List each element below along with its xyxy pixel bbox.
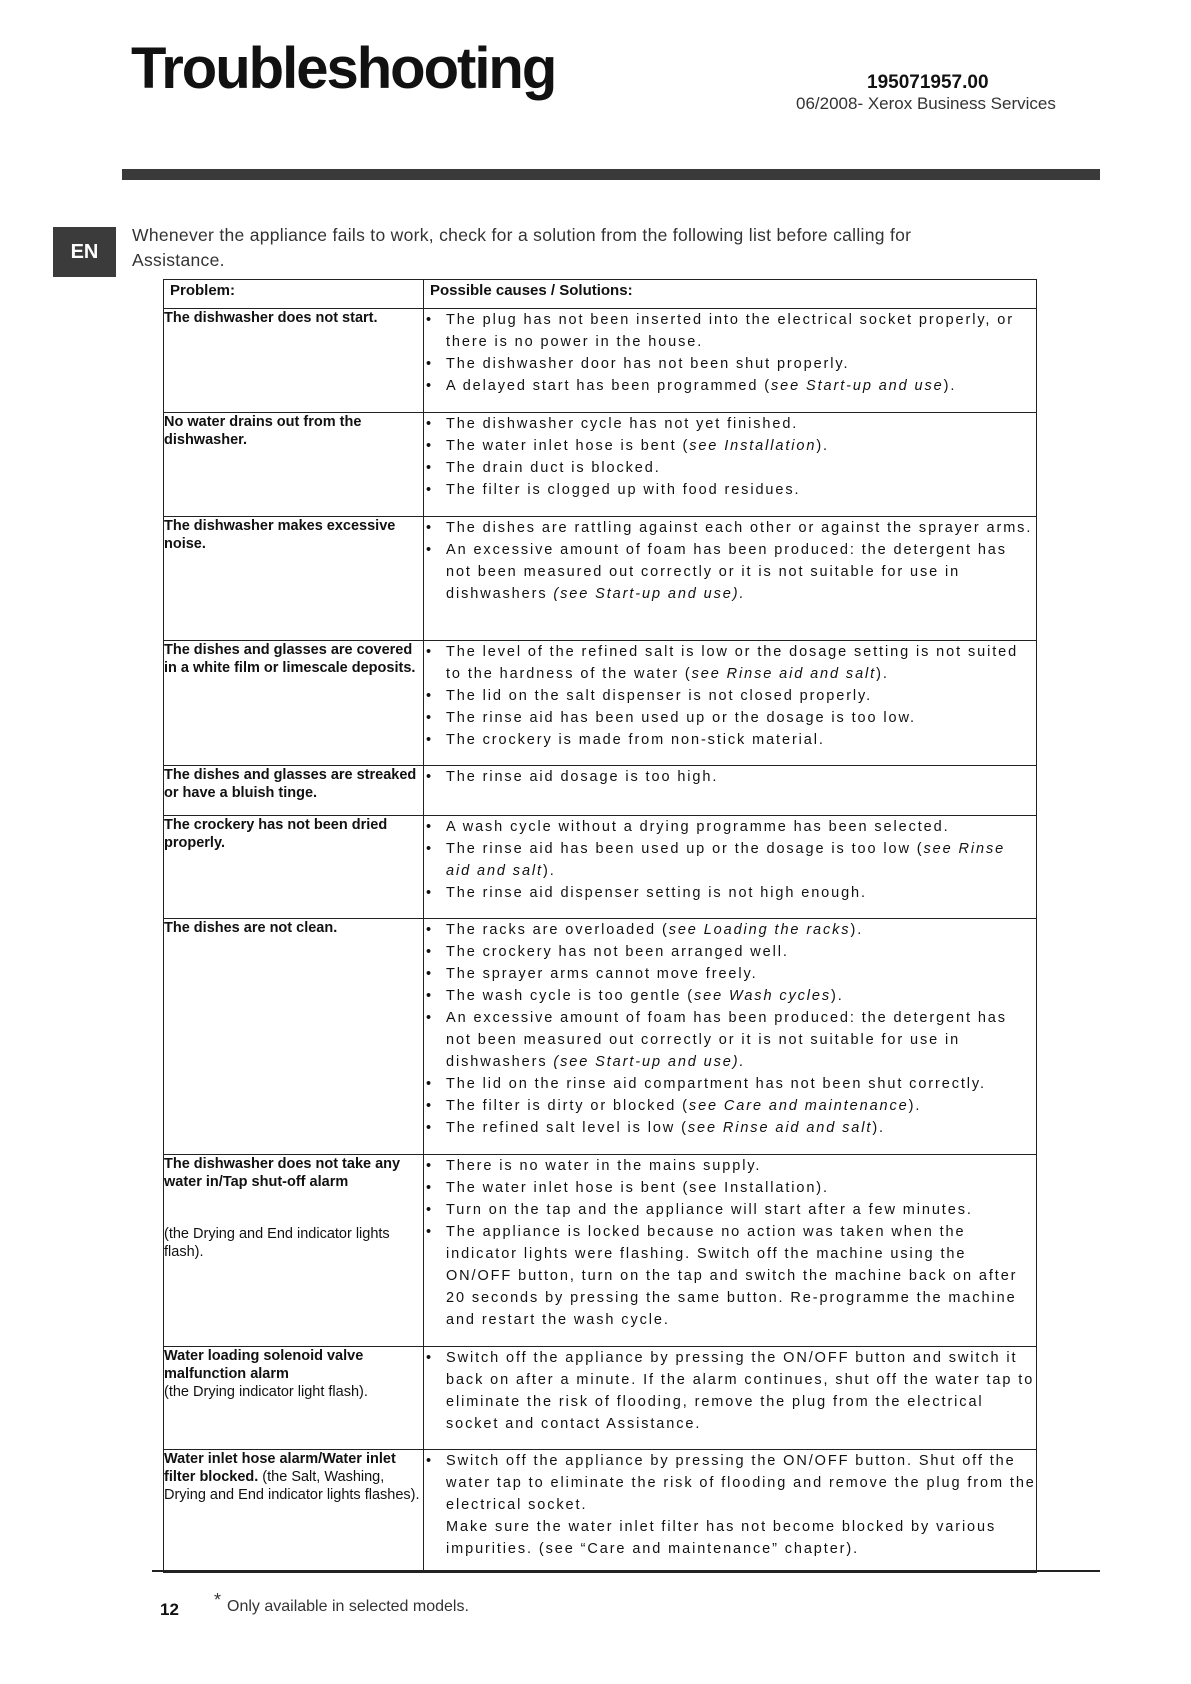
solutions-cell [424, 816, 1037, 919]
solution-item: • A wash cycle without a drying programme has been selected. [424, 816, 1036, 838]
solution-item: • The refined salt level is low (see Rinse aid and salt). [424, 1117, 1036, 1139]
solution-item: • The dishes are rattling against each other or against the sprayer arms. [424, 517, 1036, 539]
problem-cell: The crockery has not been dried properly. [164, 816, 424, 919]
solutions-cell [424, 413, 1037, 517]
table-row [164, 919, 1037, 1155]
solutions-cell [424, 641, 1037, 766]
table-row [164, 517, 1037, 641]
solution-item: • The lid on the rinse aid compartment has not been shut correctly. [424, 1073, 1036, 1095]
troubleshooting-table [163, 279, 1037, 1573]
problem-cell: Water inlet hose alarm/Water inlet filter blocked. (the Salt, Washing, Drying and End indicator lights flashes). [164, 1450, 424, 1573]
solution-item: • The crockery has not been arranged well. [424, 941, 1036, 963]
footer-divider [152, 1570, 1100, 1572]
table-header-row [164, 280, 1037, 309]
solution-item: • The sprayer arms cannot move freely. [424, 963, 1036, 985]
problem-cell: The dishes and glasses are streaked or have a bluish tinge. [164, 766, 424, 816]
solution-item: • There is no water in the mains supply. [424, 1155, 1036, 1177]
solution-item: • Switch off the appliance by pressing the ON/OFF button. Shut off the water tap to eliminate the risk of flooding and remove the plug from the electrical socket. [424, 1450, 1036, 1516]
solution-item: • The rinse aid has been used up or the dosage is too low (see Rinse aid and salt). [424, 838, 1036, 882]
solutions-cell [424, 309, 1037, 413]
problem-note: (the Salt, Washing, Drying and End indicator lights flashes). [164, 1469, 420, 1503]
problem-note: (the Drying indicator light flash). [164, 1384, 368, 1400]
table-row [164, 1347, 1037, 1450]
solution-item: • The wash cycle is too gentle (see Wash cycles). [424, 985, 1036, 1007]
solution-item: • The filter is clogged up with food residues. [424, 479, 1036, 501]
solution-item: • The plug has not been inserted into the electrical socket properly, or there is no power in the house. [424, 309, 1036, 353]
table-row [164, 1450, 1037, 1573]
language-tab: EN [53, 227, 116, 277]
solution-item: • The water inlet hose is bent (see Installation). [424, 1177, 1036, 1199]
table-row [164, 766, 1037, 816]
page-number: 12 [160, 1600, 179, 1619]
solution-item: • An excessive amount of foam has been produced: the detergent has not been measured out correctly or it is not suitable for use in dishwashers (see Start-up and use). [424, 1007, 1036, 1073]
solution-item: • The racks are overloaded (see Loading the racks). [424, 919, 1036, 941]
solution-item: • The dishwasher cycle has not yet finished. [424, 413, 1036, 435]
solution-item: • An excessive amount of foam has been produced: the detergent has not been measured out correctly or it is not suitable for use in dishwashers (see Start-up and use). [424, 539, 1036, 605]
solution-item: • The appliance is locked because no action was taken when the indicator lights were flashing. Switch off the machine using the ON/OFF button, turn on the tap and switch the machine back on after 20 seconds by pressing the same button. Re-programme the machine and restart the wash cycle. [424, 1221, 1036, 1331]
intro-paragraph: Whenever the appliance fails to work, check for a solution from the following list before calling for Assistance. [132, 225, 912, 270]
solution-item: • Switch off the appliance by pressing the ON/OFF button and switch it back on after a minute. If the alarm continues, shut off the water tap to eliminate the risk of flooding, remove the plug from the electrical socket and contact Assistance. [424, 1347, 1036, 1435]
problem-cell: Water loading solenoid valve malfunction alarm (the Drying indicator light flash). [164, 1347, 424, 1450]
footnote-asterisk: * [214, 1590, 222, 1610]
solutions-cell [424, 1450, 1037, 1573]
problem-cell: The dishes and glasses are covered in a white film or limescale deposits. [164, 641, 424, 766]
problem-column-header: Problem: [164, 280, 424, 309]
page-title: Troubleshooting [131, 36, 556, 101]
document-date: 06/2008- Xerox Business Services [796, 94, 1056, 113]
solution-item: • The drain duct is blocked. [424, 457, 1036, 479]
solution-item: • The rinse aid dosage is too high. [424, 766, 1036, 788]
solution-item: • Turn on the tap and the appliance will start after a few minutes. [424, 1199, 1036, 1221]
solutions-cell [424, 1347, 1037, 1450]
solutions-cell [424, 919, 1037, 1155]
solution-item: • The dishwasher door has not been shut properly. [424, 353, 1036, 375]
problem-cell: The dishwasher does not take any water in/Tap shut-off alarm (the Drying and End indicator lights flash). [164, 1155, 424, 1347]
problem-cell: The dishwasher does not start. [164, 309, 424, 413]
table-row [164, 816, 1037, 919]
solutions-cell [424, 766, 1037, 816]
problem-cell: The dishwasher makes excessive noise. [164, 517, 424, 641]
solution-item: • The rinse aid has been used up or the dosage is too low. [424, 707, 1036, 729]
solutions-cell [424, 1155, 1037, 1347]
solution-item: Make sure the water inlet filter has not become blocked by various impurities. (see “Care and maintenance” chapter). [446, 1519, 997, 1557]
problem-cell: The dishes are not clean. [164, 919, 424, 1155]
document-number: 195071957.00 [867, 72, 989, 93]
table-row [164, 641, 1037, 766]
table-row [164, 413, 1037, 517]
solution-item: • The lid on the salt dispenser is not closed properly. [424, 685, 1036, 707]
problem-note: (the Drying and End indicator lights flash). [164, 1226, 390, 1260]
solution-item: • The water inlet hose is bent (see Installation). [424, 435, 1036, 457]
problem-cell: No water drains out from the dishwasher. [164, 413, 424, 517]
solutions-column-header: Possible causes / Solutions: [424, 280, 1037, 309]
solution-item: • The level of the refined salt is low or the dosage setting is not suited to the hardness of the water (see Rinse aid and salt). [424, 641, 1036, 685]
solution-item: • The crockery is made from non-stick material. [424, 729, 1036, 751]
solution-item: • The rinse aid dispenser setting is not high enough. [424, 882, 1036, 904]
solutions-cell [424, 517, 1037, 641]
table-row [164, 1155, 1037, 1347]
solution-item: • A delayed start has been programmed (see Start-up and use). [424, 375, 1036, 397]
table-row [164, 309, 1037, 413]
footnote-text: Only available in selected models. [227, 1598, 469, 1615]
solution-item: • The filter is dirty or blocked (see Care and maintenance). [424, 1095, 1036, 1117]
header-divider [122, 169, 1100, 180]
